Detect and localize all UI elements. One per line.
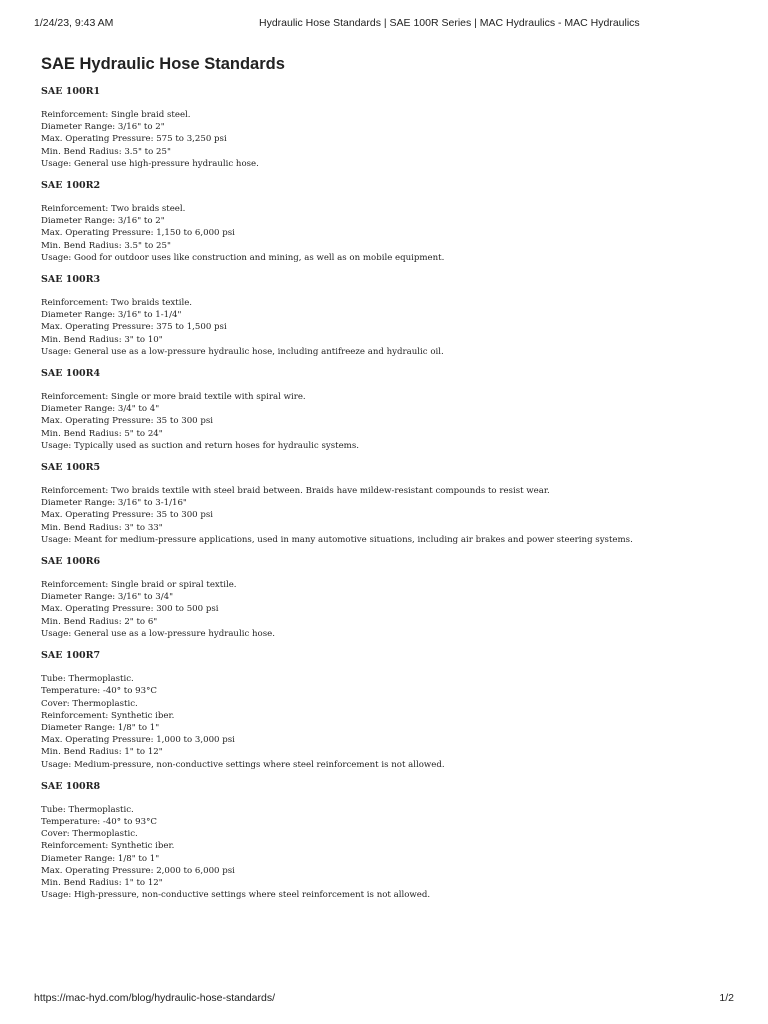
spec-line: Temperature: -40° to 93°C <box>41 816 157 827</box>
spec-line: Min. Bend Radius: 3" to 33" <box>41 522 163 533</box>
section-title: SAE 100R7 <box>41 650 101 662</box>
spec-line: Max. Operating Pressure: 1,000 to 3,000 psi <box>41 735 235 746</box>
spec-line: Reinforcement: Two braids textile. <box>41 298 193 309</box>
hose-standards-list <box>41 85 731 901</box>
hose-standard-section <box>41 649 731 771</box>
spec-line: Max. Operating Pressure: 300 to 500 psi <box>41 604 219 615</box>
hose-standard-section <box>41 367 731 452</box>
hose-standard-section <box>41 85 731 170</box>
section-body <box>41 804 731 902</box>
spec-line: Min. Bend Radius: 5" to 24" <box>41 428 163 439</box>
spec-line: Max. Operating Pressure: 1,150 to 6,000 psi <box>41 228 235 239</box>
spec-line: Reinforcement: Single braid or spiral textile. <box>41 580 237 591</box>
spec-line: Max. Operating Pressure: 375 to 1,500 psi <box>41 322 227 333</box>
spec-line: Diameter Range: 3/4" to 4" <box>41 404 160 415</box>
spec-line: Max. Operating Pressure: 35 to 300 psi <box>41 510 214 521</box>
spec-line: Cover: Thermoplastic. <box>41 698 138 709</box>
spec-line: Max. Operating Pressure: 575 to 3,250 psi <box>41 134 227 145</box>
document-content <box>41 53 731 910</box>
spec-line: Usage: Good for outdoor uses like construction and mining, as well as on mobile equipment. <box>41 252 445 263</box>
spec-line: Diameter Range: 1/8" to 1" <box>41 722 160 733</box>
print-date: 1/24/23, 9:43 AM <box>34 17 114 29</box>
section-title: SAE 100R4 <box>41 368 101 380</box>
section-title: SAE 100R2 <box>41 180 101 192</box>
print-page-title: Hydraulic Hose Standards | SAE 100R Series | MAC Hydraulics - MAC Hydraulics <box>259 17 640 29</box>
spec-line: Min. Bend Radius: 2" to 6" <box>41 616 158 627</box>
section-body <box>41 203 731 264</box>
section-title: SAE 100R5 <box>41 462 101 474</box>
spec-line: Min. Bend Radius: 1" to 12" <box>41 747 163 758</box>
spec-line: Diameter Range: 1/8" to 1" <box>41 853 160 864</box>
hose-standard-section <box>41 555 731 640</box>
spec-line: Max. Operating Pressure: 35 to 300 psi <box>41 416 214 427</box>
spec-line: Usage: General use high-pressure hydraulic hose. <box>41 158 259 169</box>
spec-line: Usage: General use as a low-pressure hydraulic hose, including antifreeze and hydraulic oil. <box>41 346 444 357</box>
spec-line: Tube: Thermoplastic. <box>41 674 134 685</box>
section-title: SAE 100R3 <box>41 274 101 286</box>
spec-line: Tube: Thermoplastic. <box>41 804 134 815</box>
print-footer <box>34 992 734 1006</box>
hose-standard-section <box>41 461 731 546</box>
spec-line: Temperature: -40° to 93°C <box>41 686 157 697</box>
spec-line: Min. Bend Radius: 3.5" to 25" <box>41 240 171 251</box>
section-title: SAE 100R1 <box>41 86 101 97</box>
spec-line: Reinforcement: Single braid steel. <box>41 110 191 120</box>
print-header <box>34 17 734 31</box>
spec-line: Max. Operating Pressure: 2,000 to 6,000 psi <box>41 865 235 876</box>
spec-line: Diameter Range: 3/16" to 2" <box>41 216 165 227</box>
spec-line: Reinforcement: Single or more braid textile with spiral wire. <box>41 392 306 403</box>
hose-standard-section <box>41 780 731 902</box>
spec-line: Usage: General use as a low-pressure hydraulic hose. <box>41 628 275 639</box>
spec-line: Cover: Thermoplastic. <box>41 829 138 840</box>
spec-line: Reinforcement: Synthetic iber. <box>41 710 175 721</box>
section-body <box>41 297 731 358</box>
page-heading: SAE Hydraulic Hose Standards <box>41 55 285 73</box>
spec-line: Diameter Range: 3/16" to 2" <box>41 122 165 133</box>
spec-line: Usage: Meant for medium-pressure applications, used in many automotive situations, including air brakes and power steering systems. <box>41 534 633 545</box>
spec-line: Min. Bend Radius: 3" to 10" <box>41 334 163 345</box>
hose-standard-section <box>41 273 731 358</box>
spec-line: Min. Bend Radius: 3.5" to 25" <box>41 146 171 157</box>
section-body <box>41 673 731 771</box>
spec-line: Diameter Range: 3/16" to 3-1/16" <box>41 498 187 509</box>
section-body <box>41 109 731 170</box>
print-url: https://mac-hyd.com/blog/hydraulic-hose-standards/ <box>34 992 276 1004</box>
section-body <box>41 485 731 546</box>
spec-line: Diameter Range: 3/16" to 3/4" <box>41 592 174 603</box>
page-number: 1/2 <box>719 992 734 1004</box>
spec-line: Min. Bend Radius: 1" to 12" <box>41 877 163 888</box>
hose-standard-section <box>41 179 731 264</box>
spec-line: Diameter Range: 3/16" to 1-1/4" <box>41 310 182 321</box>
spec-line: Reinforcement: Two braids textile with steel braid between. Braids have mildew-resistant compounds to resist wear. <box>41 486 550 497</box>
spec-line: Usage: Typically used as suction and return hoses for hydraulic systems. <box>41 440 359 451</box>
spec-line: Reinforcement: Synthetic iber. <box>41 841 175 852</box>
spec-line: Usage: Medium-pressure, non-conductive settings where steel reinforcement is not allowed. <box>41 759 445 770</box>
section-body <box>41 391 731 452</box>
section-title: SAE 100R8 <box>41 780 101 792</box>
spec-line: Usage: High-pressure, non-conductive settings where steel reinforcement is not allowed. <box>41 890 431 901</box>
spec-line: Reinforcement: Two braids steel. <box>41 204 186 215</box>
section-title: SAE 100R6 <box>41 556 101 568</box>
section-body <box>41 579 731 640</box>
